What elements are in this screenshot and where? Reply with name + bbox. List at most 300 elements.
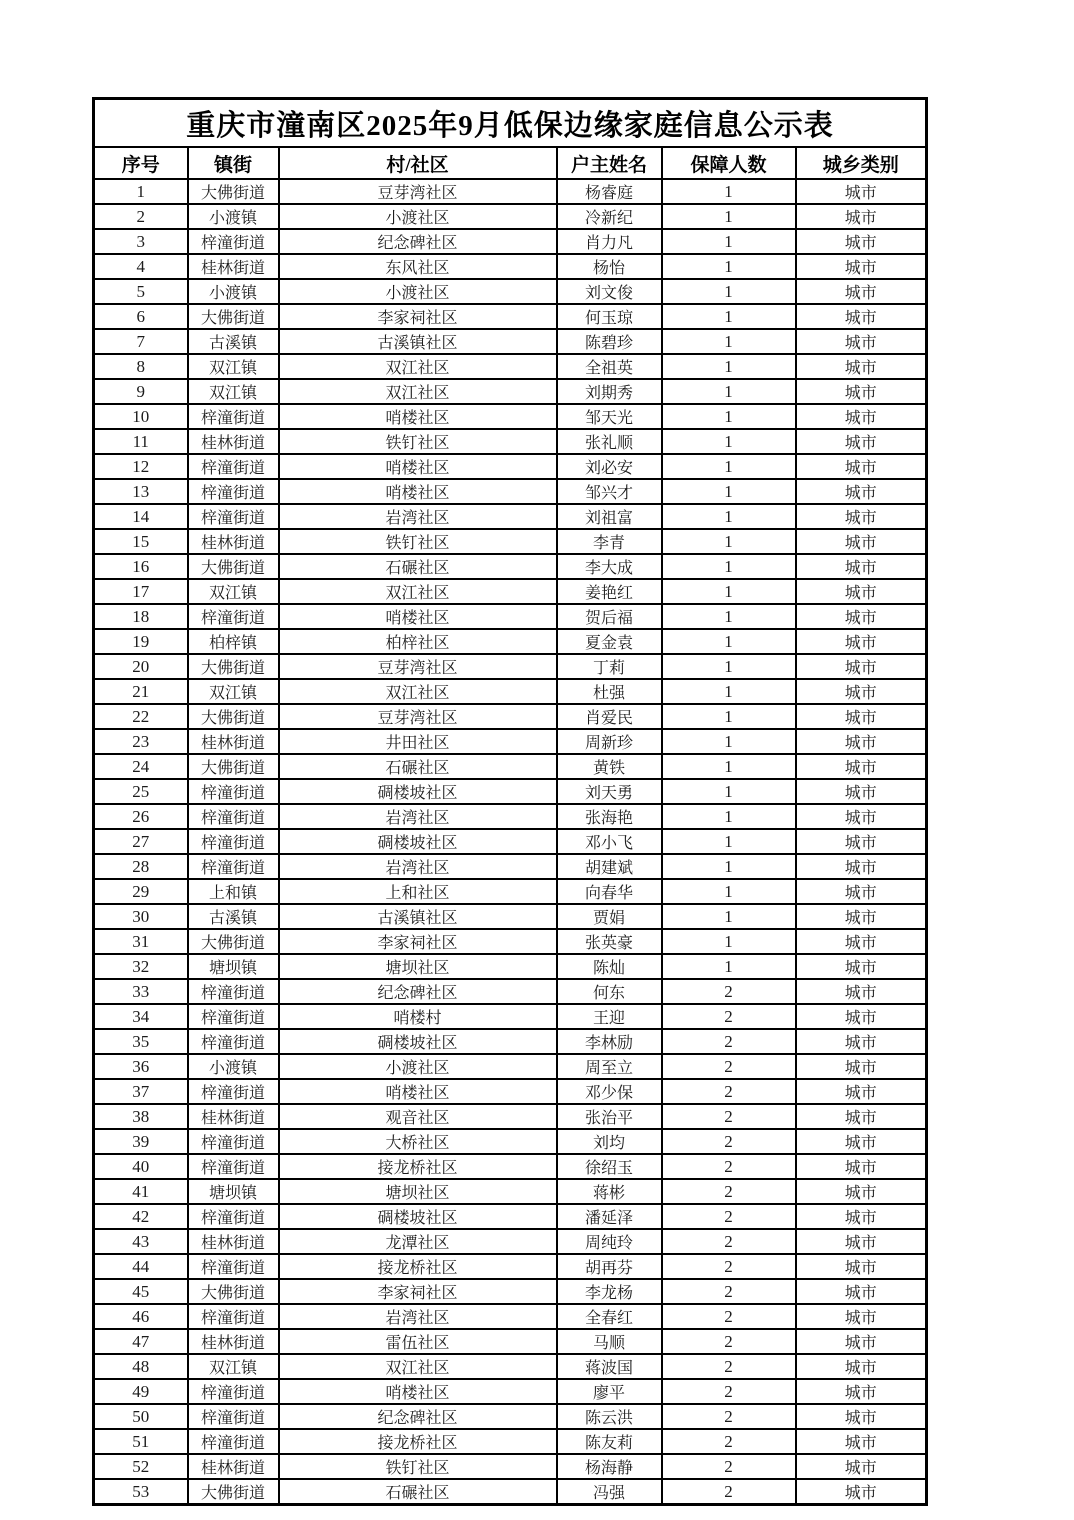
cell-index: 10: [94, 404, 188, 429]
cell-town: 梓潼街道: [188, 404, 279, 429]
cell-index: 35: [94, 1029, 188, 1054]
table-row: [94, 604, 927, 629]
cell-protected-count: 1: [662, 604, 796, 629]
table-row: [94, 1104, 927, 1129]
cell-householder: 全祖英: [557, 354, 662, 379]
cell-householder: 贾娟: [557, 904, 662, 929]
cell-householder: 冯强: [557, 1479, 662, 1505]
cell-category: 城市: [796, 1004, 927, 1029]
cell-householder: 张海艳: [557, 804, 662, 829]
cell-index: 16: [94, 554, 188, 579]
table-row: [94, 1204, 927, 1229]
cell-householder: 马顺: [557, 1329, 662, 1354]
cell-category: 城市: [796, 1104, 927, 1129]
cell-village: 双江社区: [279, 679, 557, 704]
header-row: [94, 147, 927, 179]
table-row: [94, 579, 927, 604]
cell-village: 双江社区: [279, 379, 557, 404]
table-row: [94, 179, 927, 204]
cell-village: 铁钉社区: [279, 529, 557, 554]
cell-town: 桂林街道: [188, 1329, 279, 1354]
cell-town: 双江镇: [188, 354, 279, 379]
table-row: [94, 1004, 927, 1029]
cell-index: 2: [94, 204, 188, 229]
cell-town: 柏梓镇: [188, 629, 279, 654]
cell-protected-count: 2: [662, 1404, 796, 1429]
cell-category: 城市: [796, 479, 927, 504]
cell-town: 大佛街道: [188, 1279, 279, 1304]
cell-category: 城市: [796, 329, 927, 354]
cell-index: 21: [94, 679, 188, 704]
cell-village: 哨楼社区: [279, 454, 557, 479]
cell-village: 岩湾社区: [279, 804, 557, 829]
cell-village: 接龙桥社区: [279, 1254, 557, 1279]
cell-category: 城市: [796, 1279, 927, 1304]
cell-town: 梓潼街道: [188, 1079, 279, 1104]
cell-category: 城市: [796, 954, 927, 979]
table-row: [94, 1379, 927, 1404]
cell-village: 小渡社区: [279, 279, 557, 304]
cell-village: 上和社区: [279, 879, 557, 904]
cell-town: 上和镇: [188, 879, 279, 904]
cell-village: 碉楼坡社区: [279, 779, 557, 804]
cell-householder: 周纯玲: [557, 1229, 662, 1254]
cell-protected-count: 1: [662, 579, 796, 604]
table-row: [94, 554, 927, 579]
table-row: [94, 829, 927, 854]
cell-category: 城市: [796, 1129, 927, 1154]
cell-index: 6: [94, 304, 188, 329]
cell-category: 城市: [796, 1379, 927, 1404]
cell-householder: 周新珍: [557, 729, 662, 754]
cell-category: 城市: [796, 1454, 927, 1479]
cell-index: 42: [94, 1204, 188, 1229]
cell-village: 双江社区: [279, 1354, 557, 1379]
cell-householder: 姜艳红: [557, 579, 662, 604]
cell-householder: 陈灿: [557, 954, 662, 979]
cell-index: 46: [94, 1304, 188, 1329]
cell-town: 梓潼街道: [188, 229, 279, 254]
cell-protected-count: 2: [662, 1179, 796, 1204]
cell-protected-count: 1: [662, 529, 796, 554]
cell-category: 城市: [796, 1154, 927, 1179]
cell-index: 11: [94, 429, 188, 454]
cell-village: 石碾社区: [279, 1479, 557, 1505]
table-row: [94, 1354, 927, 1379]
table-row: [94, 529, 927, 554]
cell-protected-count: 1: [662, 554, 796, 579]
cell-village: 豆芽湾社区: [279, 704, 557, 729]
cell-protected-count: 2: [662, 1304, 796, 1329]
table-row: [94, 1054, 927, 1079]
cell-householder: 刘天勇: [557, 779, 662, 804]
table-row: [94, 1254, 927, 1279]
cell-village: 接龙桥社区: [279, 1429, 557, 1454]
cell-householder: 何东: [557, 979, 662, 1004]
cell-protected-count: 2: [662, 1004, 796, 1029]
cell-category: 城市: [796, 554, 927, 579]
table-row: [94, 1029, 927, 1054]
table-row: [94, 679, 927, 704]
cell-village: 哨楼社区: [279, 404, 557, 429]
table-row: [94, 1479, 927, 1505]
cell-village: 岩湾社区: [279, 504, 557, 529]
cell-category: 城市: [796, 504, 927, 529]
cell-householder: 王迎: [557, 1004, 662, 1029]
cell-index: 29: [94, 879, 188, 904]
benefit-family-table: [92, 97, 928, 1506]
cell-town: 梓潼街道: [188, 1379, 279, 1404]
cell-village: 哨楼社区: [279, 1079, 557, 1104]
cell-index: 27: [94, 829, 188, 854]
table-row: [94, 1154, 927, 1179]
cell-village: 井田社区: [279, 729, 557, 754]
cell-category: 城市: [796, 1254, 927, 1279]
table-row: [94, 379, 927, 404]
table-row: [94, 1229, 927, 1254]
cell-category: 城市: [796, 729, 927, 754]
cell-protected-count: 1: [662, 779, 796, 804]
table-row: [94, 479, 927, 504]
cell-category: 城市: [796, 379, 927, 404]
table-row: [94, 204, 927, 229]
cell-householder: 杨睿庭: [557, 179, 662, 204]
table-row: [94, 704, 927, 729]
cell-category: 城市: [796, 829, 927, 854]
cell-protected-count: 1: [662, 754, 796, 779]
table-row: [94, 1129, 927, 1154]
table-row: [94, 754, 927, 779]
cell-village: 铁钉社区: [279, 429, 557, 454]
cell-householder: 廖平: [557, 1379, 662, 1404]
cell-town: 梓潼街道: [188, 779, 279, 804]
cell-category: 城市: [796, 754, 927, 779]
cell-householder: 李大成: [557, 554, 662, 579]
table-row: [94, 1279, 927, 1304]
table-row: [94, 954, 927, 979]
cell-protected-count: 2: [662, 979, 796, 1004]
cell-index: 47: [94, 1329, 188, 1354]
cell-householder: 张英豪: [557, 929, 662, 954]
cell-category: 城市: [796, 779, 927, 804]
cell-protected-count: 1: [662, 304, 796, 329]
cell-protected-count: 2: [662, 1329, 796, 1354]
cell-householder: 陈碧珍: [557, 329, 662, 354]
cell-index: 28: [94, 854, 188, 879]
cell-index: 17: [94, 579, 188, 604]
notice-document: [92, 97, 925, 1502]
cell-index: 34: [94, 1004, 188, 1029]
cell-protected-count: 1: [662, 329, 796, 354]
table-row: [94, 1454, 927, 1479]
cell-town: 大佛街道: [188, 554, 279, 579]
cell-category: 城市: [796, 1304, 927, 1329]
table-body: [94, 179, 927, 1505]
cell-town: 梓潼街道: [188, 1304, 279, 1329]
cell-protected-count: 2: [662, 1229, 796, 1254]
cell-village: 哨楼社区: [279, 1379, 557, 1404]
cell-town: 梓潼街道: [188, 1254, 279, 1279]
cell-village: 碉楼坡社区: [279, 1204, 557, 1229]
cell-town: 桂林街道: [188, 1454, 279, 1479]
cell-town: 梓潼街道: [188, 1404, 279, 1429]
cell-householder: 李龙杨: [557, 1279, 662, 1304]
cell-index: 51: [94, 1429, 188, 1454]
cell-town: 塘坝镇: [188, 954, 279, 979]
cell-village: 观音社区: [279, 1104, 557, 1129]
cell-town: 双江镇: [188, 679, 279, 704]
table-row: [94, 879, 927, 904]
cell-protected-count: 1: [662, 654, 796, 679]
cell-village: 塘坝社区: [279, 954, 557, 979]
cell-householder: 李青: [557, 529, 662, 554]
cell-category: 城市: [796, 254, 927, 279]
cell-protected-count: 2: [662, 1154, 796, 1179]
cell-protected-count: 2: [662, 1254, 796, 1279]
cell-category: 城市: [796, 454, 927, 479]
cell-householder: 李林励: [557, 1029, 662, 1054]
cell-index: 3: [94, 229, 188, 254]
cell-protected-count: 2: [662, 1354, 796, 1379]
cell-protected-count: 2: [662, 1429, 796, 1454]
cell-village: 小渡社区: [279, 1054, 557, 1079]
cell-town: 塘坝镇: [188, 1179, 279, 1204]
table-row: [94, 729, 927, 754]
cell-category: 城市: [796, 979, 927, 1004]
cell-protected-count: 2: [662, 1279, 796, 1304]
cell-category: 城市: [796, 804, 927, 829]
cell-protected-count: 1: [662, 679, 796, 704]
cell-town: 小渡镇: [188, 1054, 279, 1079]
cell-town: 梓潼街道: [188, 804, 279, 829]
cell-village: 豆芽湾社区: [279, 179, 557, 204]
cell-category: 城市: [796, 529, 927, 554]
cell-category: 城市: [796, 354, 927, 379]
cell-index: 39: [94, 1129, 188, 1154]
cell-town: 古溪镇: [188, 329, 279, 354]
cell-index: 45: [94, 1279, 188, 1304]
cell-village: 豆芽湾社区: [279, 654, 557, 679]
cell-village: 岩湾社区: [279, 1304, 557, 1329]
cell-householder: 夏金袁: [557, 629, 662, 654]
cell-category: 城市: [796, 579, 927, 604]
cell-village: 纪念碑社区: [279, 229, 557, 254]
cell-protected-count: 2: [662, 1129, 796, 1154]
cell-village: 石碾社区: [279, 554, 557, 579]
cell-index: 31: [94, 929, 188, 954]
cell-village: 哨楼社区: [279, 604, 557, 629]
cell-householder: 黄铁: [557, 754, 662, 779]
cell-householder: 向春华: [557, 879, 662, 904]
cell-householder: 肖爱民: [557, 704, 662, 729]
cell-protected-count: 2: [662, 1454, 796, 1479]
cell-index: 41: [94, 1179, 188, 1204]
table-row: [94, 1304, 927, 1329]
cell-index: 20: [94, 654, 188, 679]
cell-village: 李家祠社区: [279, 304, 557, 329]
cell-protected-count: 1: [662, 904, 796, 929]
table-row: [94, 904, 927, 929]
table-row: [94, 254, 927, 279]
cell-householder: 杨海静: [557, 1454, 662, 1479]
cell-town: 桂林街道: [188, 254, 279, 279]
table-row: [94, 429, 927, 454]
cell-town: 梓潼街道: [188, 454, 279, 479]
cell-protected-count: 2: [662, 1204, 796, 1229]
cell-protected-count: 1: [662, 229, 796, 254]
cell-householder: 刘必安: [557, 454, 662, 479]
cell-index: 36: [94, 1054, 188, 1079]
cell-index: 49: [94, 1379, 188, 1404]
cell-town: 梓潼街道: [188, 479, 279, 504]
cell-index: 24: [94, 754, 188, 779]
cell-householder: 周至立: [557, 1054, 662, 1079]
cell-index: 15: [94, 529, 188, 554]
cell-householder: 刘祖富: [557, 504, 662, 529]
table-row: [94, 354, 927, 379]
cell-householder: 杨怡: [557, 254, 662, 279]
cell-householder: 蒋波国: [557, 1354, 662, 1379]
cell-index: 13: [94, 479, 188, 504]
cell-householder: 刘均: [557, 1129, 662, 1154]
cell-village: 哨楼村: [279, 1004, 557, 1029]
table-row: [94, 329, 927, 354]
cell-town: 梓潼街道: [188, 1204, 279, 1229]
column-header-category: 城乡类别: [796, 147, 927, 179]
cell-village: 石碾社区: [279, 754, 557, 779]
cell-town: 梓潼街道: [188, 1129, 279, 1154]
cell-category: 城市: [796, 854, 927, 879]
table-row: [94, 1329, 927, 1354]
cell-protected-count: 1: [662, 954, 796, 979]
cell-category: 城市: [796, 1179, 927, 1204]
cell-village: 双江社区: [279, 579, 557, 604]
cell-town: 梓潼街道: [188, 829, 279, 854]
cell-category: 城市: [796, 304, 927, 329]
cell-village: 柏梓社区: [279, 629, 557, 654]
cell-protected-count: 2: [662, 1104, 796, 1129]
cell-category: 城市: [796, 1479, 927, 1505]
cell-village: 大桥社区: [279, 1129, 557, 1154]
table-row: [94, 304, 927, 329]
cell-protected-count: 2: [662, 1479, 796, 1505]
cell-protected-count: 1: [662, 704, 796, 729]
cell-householder: 冷新纪: [557, 204, 662, 229]
cell-householder: 蒋彬: [557, 1179, 662, 1204]
cell-category: 城市: [796, 879, 927, 904]
cell-category: 城市: [796, 1329, 927, 1354]
cell-householder: 陈友莉: [557, 1429, 662, 1454]
cell-index: 30: [94, 904, 188, 929]
cell-protected-count: 2: [662, 1079, 796, 1104]
cell-index: 50: [94, 1404, 188, 1429]
cell-protected-count: 1: [662, 404, 796, 429]
table-row: [94, 1079, 927, 1104]
cell-village: 龙潭社区: [279, 1229, 557, 1254]
cell-village: 塘坝社区: [279, 1179, 557, 1204]
cell-village: 铁钉社区: [279, 1454, 557, 1479]
cell-protected-count: 1: [662, 504, 796, 529]
cell-town: 梓潼街道: [188, 1029, 279, 1054]
cell-category: 城市: [796, 1404, 927, 1429]
cell-category: 城市: [796, 704, 927, 729]
cell-householder: 胡再芬: [557, 1254, 662, 1279]
cell-village: 岩湾社区: [279, 854, 557, 879]
cell-protected-count: 2: [662, 1379, 796, 1404]
cell-town: 桂林街道: [188, 529, 279, 554]
cell-category: 城市: [796, 1079, 927, 1104]
cell-town: 梓潼街道: [188, 1004, 279, 1029]
table-row: [94, 404, 927, 429]
cell-town: 大佛街道: [188, 304, 279, 329]
cell-village: 碉楼坡社区: [279, 1029, 557, 1054]
cell-index: 7: [94, 329, 188, 354]
cell-index: 26: [94, 804, 188, 829]
cell-village: 纪念碑社区: [279, 1404, 557, 1429]
cell-index: 1: [94, 179, 188, 204]
cell-index: 44: [94, 1254, 188, 1279]
cell-town: 梓潼街道: [188, 1154, 279, 1179]
cell-town: 小渡镇: [188, 279, 279, 304]
cell-category: 城市: [796, 679, 927, 704]
cell-protected-count: 1: [662, 354, 796, 379]
cell-householder: 何玉琼: [557, 304, 662, 329]
cell-index: 43: [94, 1229, 188, 1254]
cell-category: 城市: [796, 279, 927, 304]
cell-householder: 陈云洪: [557, 1404, 662, 1429]
cell-protected-count: 1: [662, 379, 796, 404]
cell-protected-count: 1: [662, 729, 796, 754]
cell-town: 大佛街道: [188, 929, 279, 954]
table-row: [94, 279, 927, 304]
table-row: [94, 654, 927, 679]
cell-index: 5: [94, 279, 188, 304]
cell-index: 25: [94, 779, 188, 804]
cell-householder: 刘文俊: [557, 279, 662, 304]
cell-category: 城市: [796, 654, 927, 679]
cell-householder: 徐绍玉: [557, 1154, 662, 1179]
cell-index: 8: [94, 354, 188, 379]
cell-index: 37: [94, 1079, 188, 1104]
cell-village: 古溪镇社区: [279, 329, 557, 354]
cell-index: 40: [94, 1154, 188, 1179]
column-header-village: 村/社区: [279, 147, 557, 179]
cell-index: 38: [94, 1104, 188, 1129]
cell-protected-count: 2: [662, 1054, 796, 1079]
cell-village: 小渡社区: [279, 204, 557, 229]
cell-category: 城市: [796, 404, 927, 429]
table-row: [94, 629, 927, 654]
cell-householder: 邹天光: [557, 404, 662, 429]
cell-town: 桂林街道: [188, 1229, 279, 1254]
cell-householder: 张礼顺: [557, 429, 662, 454]
cell-protected-count: 1: [662, 479, 796, 504]
cell-index: 33: [94, 979, 188, 1004]
cell-householder: 胡建斌: [557, 854, 662, 879]
cell-index: 22: [94, 704, 188, 729]
cell-householder: 邹兴才: [557, 479, 662, 504]
cell-town: 梓潼街道: [188, 854, 279, 879]
cell-town: 双江镇: [188, 379, 279, 404]
cell-town: 大佛街道: [188, 754, 279, 779]
column-header-town: 镇街: [188, 147, 279, 179]
cell-protected-count: 1: [662, 829, 796, 854]
cell-town: 梓潼街道: [188, 979, 279, 1004]
cell-category: 城市: [796, 179, 927, 204]
table-row: [94, 854, 927, 879]
cell-village: 纪念碑社区: [279, 979, 557, 1004]
column-header-protected-count: 保障人数: [662, 147, 796, 179]
